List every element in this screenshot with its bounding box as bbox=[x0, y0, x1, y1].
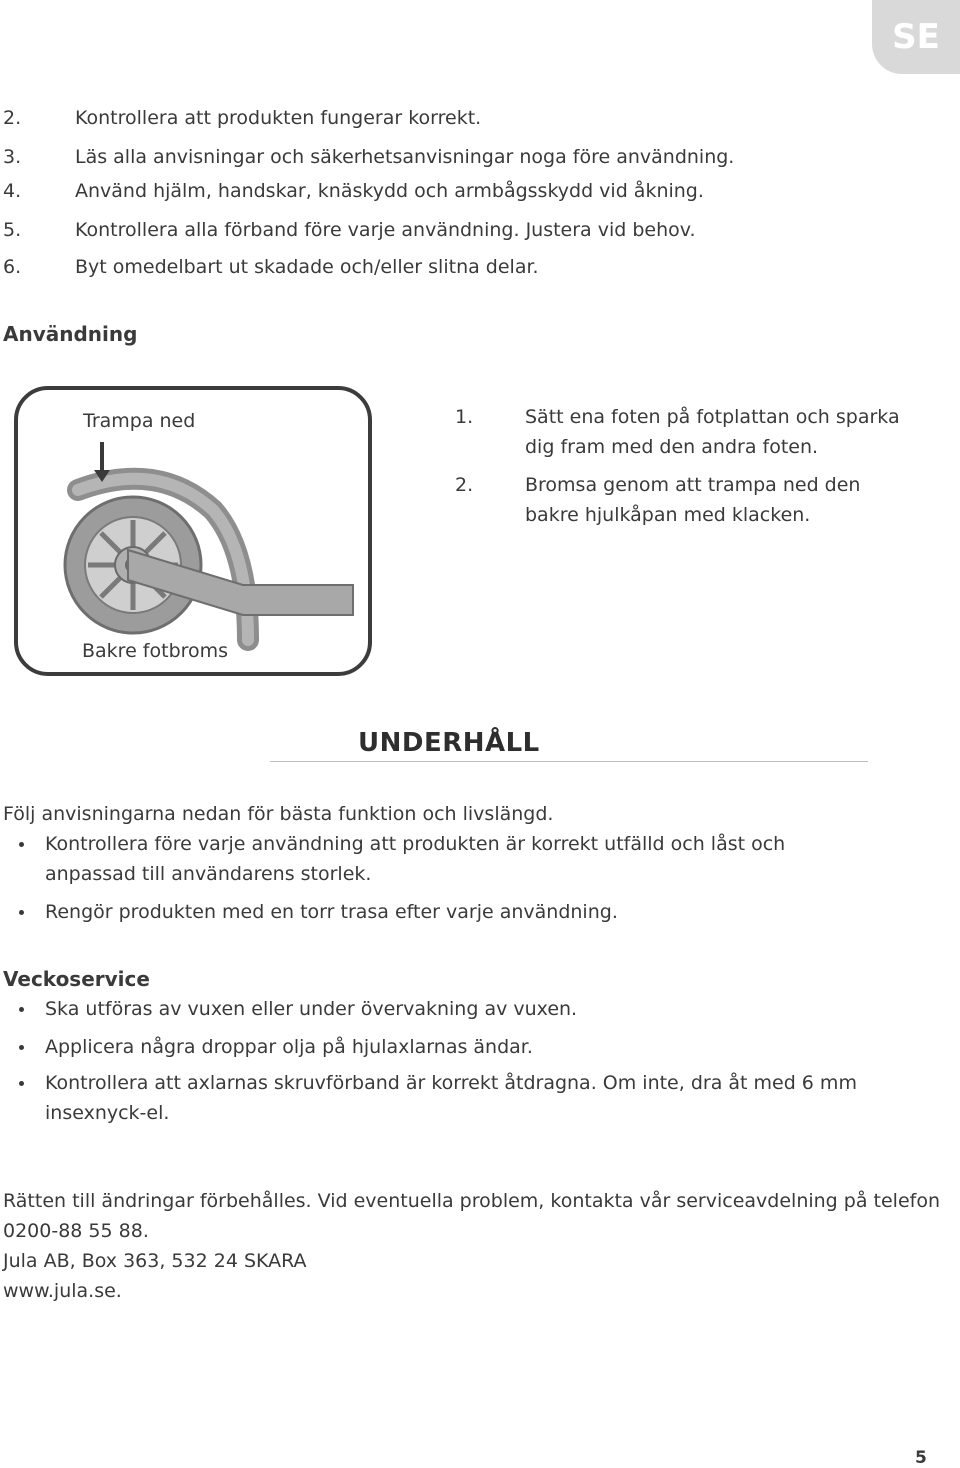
bullet-text: Rengör produkten med en torr trasa efter varje användning. bbox=[45, 901, 618, 923]
figure-label-bottom: Bakre fotbroms bbox=[82, 640, 229, 662]
step-text-line1: Bromsa genom att trampa ned den bbox=[525, 474, 861, 496]
bullet-dot bbox=[19, 842, 24, 847]
bullet-text: Applicera några droppar olja på hjulaxlarnas ändar. bbox=[45, 1036, 533, 1058]
bullet-dot bbox=[19, 910, 24, 915]
section-divider bbox=[270, 761, 868, 762]
maintenance-intro: Följ anvisningarna nedan för bästa funktion och livslängd. bbox=[3, 803, 554, 825]
bullet-dot bbox=[19, 1045, 24, 1050]
footer-address: Jula AB, Box 363, 532 24 SKARA bbox=[3, 1250, 307, 1272]
list-text: Läs alla anvisningar och säkerhetsanvisningar noga före användning. bbox=[75, 146, 735, 168]
scooter-wheel-drawing bbox=[18, 390, 368, 672]
bullet-text: Kontrollera före varje användning att produkten är korrekt utfälld och låst och anpassad till användarens storlek. bbox=[45, 833, 786, 885]
rear-brake-illustration bbox=[14, 386, 372, 676]
bullet-dot bbox=[19, 1007, 24, 1012]
step-text-line1: Sätt ena foten på fotplattan och sparka bbox=[525, 406, 900, 428]
list-number: 6. bbox=[3, 256, 22, 278]
footer-website: www.jula.se. bbox=[3, 1280, 122, 1302]
bullet-dot bbox=[19, 1081, 24, 1086]
page-number: 5 bbox=[915, 1448, 927, 1468]
list-text: Kontrollera att produkten fungerar korrekt. bbox=[75, 107, 482, 129]
list-number: 3. bbox=[3, 146, 22, 168]
step-text-line2: bakre hjulkåpan med klacken. bbox=[525, 504, 811, 526]
list-number: 5. bbox=[3, 219, 22, 241]
maintenance-title: UNDERHÅLL bbox=[358, 728, 540, 758]
weekly-service-heading: Veckoservice bbox=[3, 967, 150, 991]
list-number: 2. bbox=[3, 107, 22, 129]
step-text-line2: dig fram med den andra foten. bbox=[525, 436, 819, 458]
usage-heading: Användning bbox=[3, 322, 138, 346]
step-number: 2. bbox=[455, 474, 474, 496]
list-text: Använd hjälm, handskar, knäskydd och armbågsskydd vid åkning. bbox=[75, 180, 704, 202]
figure-label-top: Trampa ned bbox=[83, 410, 196, 432]
step-number: 1. bbox=[455, 406, 474, 428]
bullet-text: Kontrollera att axlarnas skruvförband är korrekt åtdragna. Om inte, dra åt med 6 mm insexnyck-el. bbox=[45, 1072, 857, 1124]
language-tab: SE bbox=[872, 0, 960, 74]
bullet-text: Ska utföras av vuxen eller under övervakning av vuxen. bbox=[45, 998, 578, 1020]
footer-phone: 0200-88 55 88. bbox=[3, 1220, 149, 1242]
footer-notice: Rätten till ändringar förbehålles. Vid eventuella problem, kontakta vår serviceavdelning på telefon bbox=[3, 1190, 940, 1212]
list-text: Byt omedelbart ut skadade och/eller slitna delar. bbox=[75, 256, 539, 278]
list-number: 4. bbox=[3, 180, 22, 202]
list-text: Kontrollera alla förband före varje användning. Justera vid behov. bbox=[75, 219, 696, 241]
